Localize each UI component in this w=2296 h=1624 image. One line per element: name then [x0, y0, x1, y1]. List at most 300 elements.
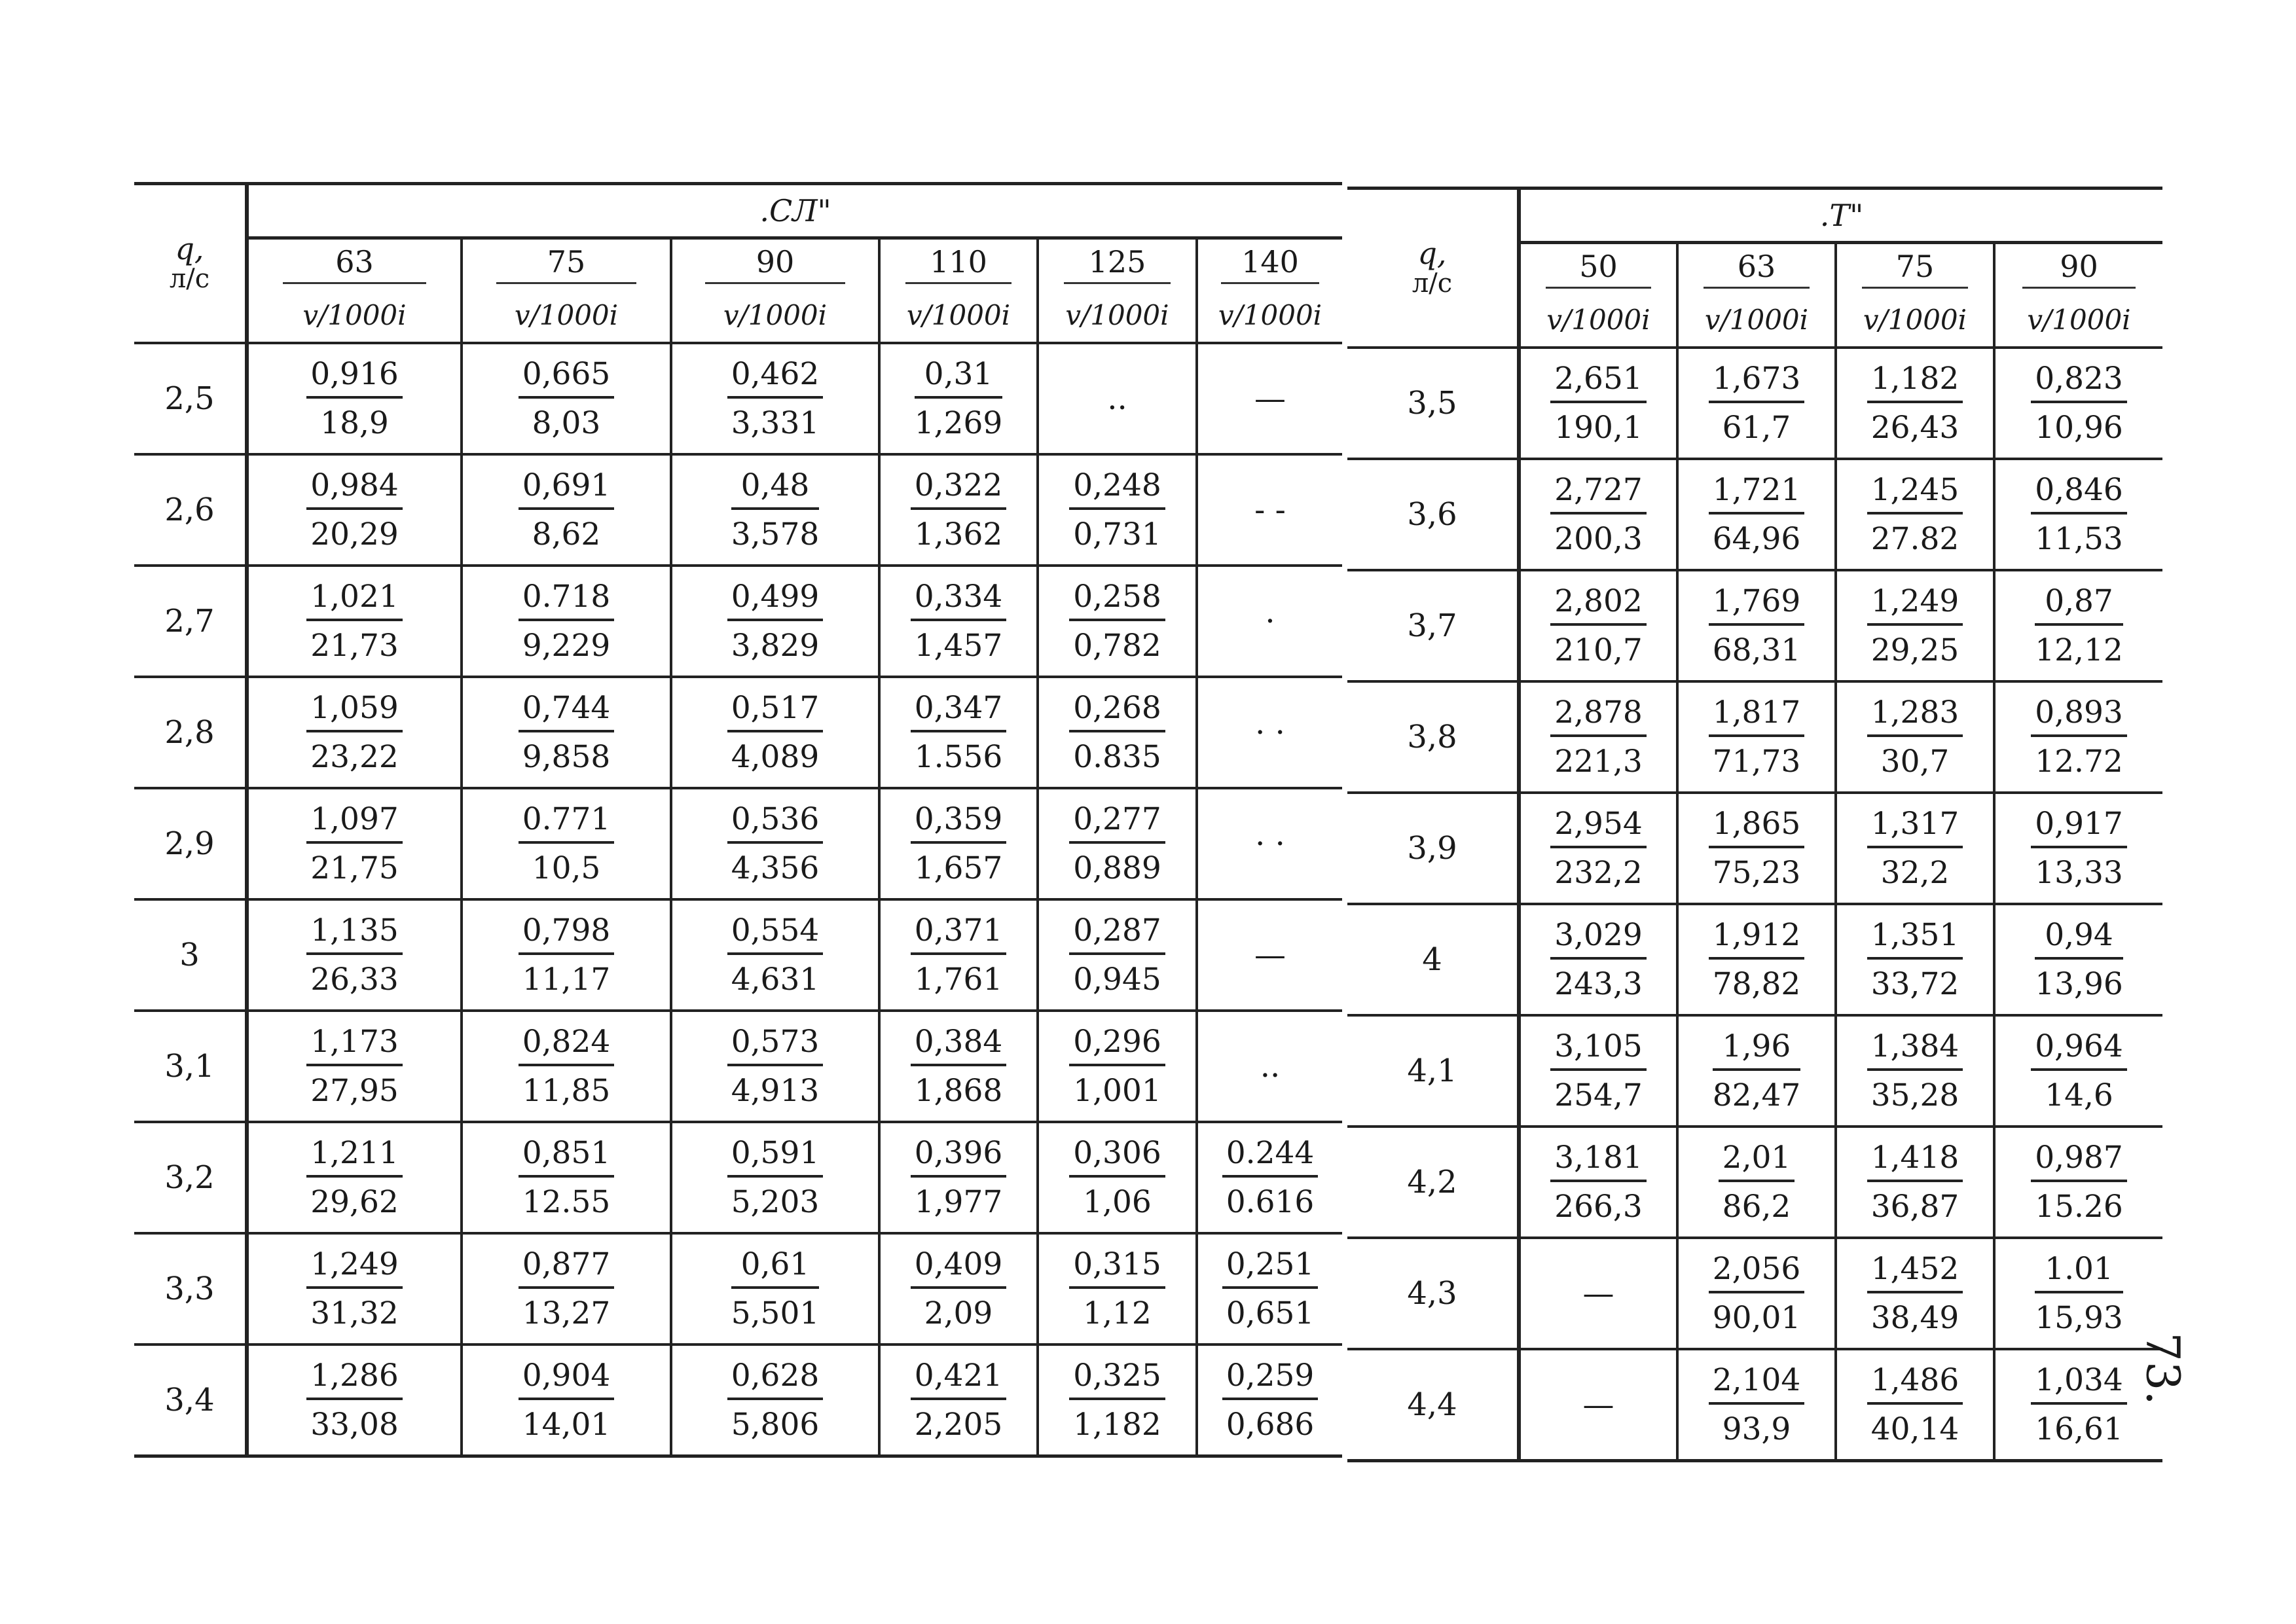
velocity-value: 3,029 — [1550, 920, 1647, 960]
velocity-loss-fraction — [1069, 912, 1165, 998]
head-loss-value: 36,87 — [1870, 1189, 1959, 1225]
table-title: .Т" — [1519, 189, 2162, 243]
velocity-value: 0,536 — [727, 804, 824, 844]
value-cell — [671, 1122, 879, 1233]
value-cell — [1836, 681, 1994, 793]
value-cell — [1038, 1233, 1197, 1344]
head-loss-value: 266,3 — [1554, 1189, 1643, 1225]
head-loss-value: 11,53 — [2035, 521, 2123, 557]
value-cell — [879, 677, 1038, 788]
head-loss-value: 11,17 — [522, 962, 611, 998]
flow-rate-cell: 2,9 — [134, 788, 247, 899]
velocity-value: 0,904 — [519, 1360, 615, 1400]
diameter-header-cell — [671, 238, 879, 289]
table-row — [134, 566, 1342, 677]
value-cell — [1994, 1015, 2162, 1127]
velocity-loss-fraction — [911, 912, 1007, 998]
head-loss-value: 200,3 — [1554, 521, 1643, 557]
head-loss-value: 33,72 — [1870, 966, 1959, 1002]
unit-label: v/1000i — [1218, 298, 1322, 331]
head-loss-value: 21,73 — [310, 628, 399, 664]
value-cell — [1519, 459, 1677, 570]
value-cell — [247, 566, 462, 677]
empty-dash: — — [1254, 380, 1286, 417]
head-loss-value: 86,2 — [1722, 1189, 1791, 1225]
head-loss-value: 210,7 — [1554, 632, 1643, 668]
value-cell — [1994, 793, 2162, 904]
velocity-value: 3,105 — [1550, 1031, 1647, 1071]
q-header — [134, 184, 247, 344]
head-loss-value: 0,686 — [1226, 1407, 1315, 1443]
velocity-value: 0,591 — [727, 1138, 824, 1178]
velocity-loss-fraction — [911, 1024, 1007, 1109]
head-loss-value: 1,868 — [914, 1073, 1003, 1109]
velocity-value: 3,181 — [1550, 1142, 1647, 1182]
head-loss-value: 32,2 — [1880, 855, 1950, 891]
head-loss-value: 13,27 — [522, 1295, 611, 1331]
velocity-loss-fraction — [306, 912, 403, 998]
value-cell — [1197, 566, 1342, 677]
table-row — [134, 1233, 1342, 1344]
value-cell — [1994, 1127, 2162, 1238]
velocity-loss-fraction — [2031, 361, 2127, 446]
value-cell — [879, 788, 1038, 899]
velocity-loss-fraction — [519, 690, 615, 775]
unit-label: v/1000i — [462, 288, 671, 343]
velocity-value: 0,277 — [1069, 804, 1165, 844]
velocity-value: 1,034 — [2031, 1365, 2127, 1405]
value-cell — [1836, 1349, 1994, 1461]
velocity-loss-fraction — [2035, 1251, 2123, 1336]
value-cell — [1197, 899, 1342, 1011]
velocity-value: 0,798 — [519, 915, 615, 955]
velocity-value: 1,286 — [306, 1360, 403, 1400]
unit-label: v/1000i — [1677, 293, 1836, 348]
value-cell — [1994, 348, 2162, 459]
velocity-loss-fraction — [1550, 361, 1647, 446]
value-cell — [1038, 343, 1197, 454]
diameter-label: 75 — [496, 244, 637, 284]
table-row — [1347, 459, 2162, 570]
head-loss-value: 15,93 — [2035, 1300, 2123, 1336]
velocity-value: 0,251 — [1222, 1249, 1319, 1289]
velocity-loss-fraction — [727, 1358, 824, 1443]
velocity-loss-fraction — [1069, 1135, 1165, 1220]
diameter-row — [134, 238, 1342, 289]
velocity-loss-fraction — [1719, 1140, 1795, 1225]
velocity-value: 1,721 — [1709, 475, 1805, 514]
head-loss-value: 243,3 — [1554, 966, 1643, 1002]
velocity-loss-fraction — [1069, 690, 1165, 775]
value-cell — [1994, 570, 2162, 681]
velocity-loss-fraction — [306, 467, 403, 552]
velocity-value: 0,94 — [2035, 920, 2123, 960]
head-loss-value: 5,806 — [731, 1407, 820, 1443]
table-body — [1347, 348, 2162, 1461]
value-cell — [1038, 1122, 1197, 1233]
diameter-label: 63 — [1704, 249, 1810, 289]
table-row — [1347, 793, 2162, 904]
velocity-loss-fraction — [1550, 1028, 1647, 1113]
value-cell — [879, 566, 1038, 677]
value-cell — [462, 454, 671, 566]
velocity-loss-fraction — [1867, 583, 1963, 668]
velocity-loss-fraction — [1709, 1251, 1805, 1336]
table-row — [1347, 1127, 2162, 1238]
value-cell — [462, 343, 671, 454]
value-cell — [1836, 1015, 1994, 1127]
velocity-value: 1,351 — [1867, 920, 1963, 960]
diameter-label: 50 — [1546, 249, 1651, 289]
head-loss-value: 10,5 — [532, 850, 601, 886]
velocity-loss-fraction — [519, 801, 615, 886]
velocity-loss-fraction — [1867, 917, 1963, 1002]
velocity-value: 0,554 — [727, 915, 824, 955]
table-row — [134, 454, 1342, 566]
head-loss-value: 1,182 — [1073, 1407, 1161, 1443]
head-loss-value: 26,43 — [1870, 410, 1959, 446]
table-row — [134, 788, 1342, 899]
flow-rate-cell: 2,8 — [134, 677, 247, 788]
flow-rate-cell: 3,5 — [1347, 348, 1519, 459]
velocity-value: 2,104 — [1709, 1365, 1805, 1405]
velocity-value: 2,878 — [1550, 697, 1647, 737]
diameter-label: 90 — [2022, 249, 2136, 289]
value-cell — [247, 1344, 462, 1456]
diameter-header-cell — [1836, 243, 1994, 293]
head-loss-value: 1,761 — [914, 962, 1003, 998]
q-unit: л/с — [1412, 268, 1453, 298]
velocity-value: 0,325 — [1069, 1360, 1165, 1400]
value-cell — [1519, 793, 1677, 904]
velocity-loss-fraction — [1709, 917, 1805, 1002]
value-cell — [1994, 904, 2162, 1015]
value-cell — [1836, 793, 1994, 904]
value-cell — [1038, 1344, 1197, 1456]
head-loss-value: 33,08 — [310, 1407, 399, 1443]
velocity-loss-fraction — [306, 1135, 403, 1220]
head-loss-value: 1,362 — [914, 516, 1003, 552]
velocity-loss-fraction — [306, 1358, 403, 1443]
head-loss-value: 4,631 — [731, 962, 820, 998]
velocity-loss-fraction — [306, 1246, 403, 1331]
head-loss-value: 2,205 — [914, 1407, 1003, 1443]
head-loss-value: 75,23 — [1712, 855, 1801, 891]
head-loss-value: 93,9 — [1722, 1411, 1791, 1447]
velocity-value: 1,418 — [1867, 1142, 1963, 1182]
head-loss-value: 8,03 — [532, 405, 601, 441]
diameter-header-cell — [1677, 243, 1836, 293]
diameter-label: 140 — [1221, 244, 1319, 284]
head-loss-value: 232,2 — [1554, 855, 1643, 891]
value-cell — [1519, 1015, 1677, 1127]
velocity-loss-fraction — [519, 1135, 615, 1220]
value-cell — [1197, 454, 1342, 566]
value-cell — [1038, 899, 1197, 1011]
value-cell — [1677, 681, 1836, 793]
velocity-value: 1,211 — [306, 1138, 403, 1178]
head-loss-value: 31,32 — [310, 1295, 399, 1331]
velocity-loss-fraction — [1867, 1028, 1963, 1113]
velocity-value: 1,452 — [1867, 1254, 1963, 1293]
flow-rate-cell: 2,6 — [134, 454, 247, 566]
head-loss-value: 40,14 — [1870, 1411, 1959, 1447]
head-loss-value: 8,62 — [532, 516, 601, 552]
head-loss-value: 78,82 — [1712, 966, 1801, 1002]
velocity-value: 1,059 — [306, 693, 403, 732]
value-cell — [1197, 788, 1342, 899]
head-loss-value: 0.835 — [1073, 739, 1161, 775]
velocity-loss-fraction — [519, 579, 615, 664]
head-loss-value: 1,001 — [1073, 1073, 1161, 1109]
value-cell — [462, 788, 671, 899]
value-cell — [671, 454, 879, 566]
velocity-value: 0,31 — [915, 359, 1003, 399]
velocity-loss-fraction — [727, 801, 824, 886]
table-row — [134, 677, 1342, 788]
value-cell — [1677, 904, 1836, 1015]
q-symbol: q, — [1417, 235, 1447, 271]
velocity-loss-fraction — [306, 690, 403, 775]
velocity-loss-fraction — [519, 467, 615, 552]
velocity-value: 0,409 — [911, 1249, 1007, 1289]
head-loss-value: 1,269 — [914, 405, 1003, 441]
value-cell — [462, 899, 671, 1011]
value-cell — [1836, 459, 1994, 570]
velocity-loss-fraction — [727, 356, 824, 441]
diameter-label: 125 — [1064, 244, 1171, 284]
velocity-value: 0,851 — [519, 1138, 615, 1178]
velocity-value: 1,317 — [1867, 808, 1963, 848]
head-loss-value: 29,25 — [1870, 632, 1959, 668]
flow-rate-cell: 3,6 — [1347, 459, 1519, 570]
velocity-value: 0,462 — [727, 359, 824, 399]
head-loss-value: 3,578 — [731, 516, 820, 552]
velocity-value: 0,306 — [1069, 1138, 1165, 1178]
empty-dash: — — [1254, 937, 1286, 973]
value-cell — [462, 1011, 671, 1122]
velocity-loss-fraction — [911, 801, 1007, 886]
head-loss-value: 12,12 — [2035, 632, 2123, 668]
velocity-loss-fraction — [1069, 579, 1165, 664]
velocity-loss-fraction — [306, 801, 403, 886]
unit-label: v/1000i — [1836, 293, 1994, 348]
flow-rate-cell: 3,3 — [134, 1233, 247, 1344]
head-loss-value: 1.556 — [914, 739, 1003, 775]
velocity-value: 0,61 — [731, 1249, 820, 1289]
velocity-value: 1,673 — [1709, 363, 1805, 403]
empty-dash: · · — [1255, 714, 1285, 751]
value-cell — [671, 1011, 879, 1122]
unit-row — [134, 288, 1342, 343]
velocity-value: 1.01 — [2035, 1254, 2123, 1293]
head-loss-value: 12.72 — [2035, 744, 2123, 780]
diameter-header-cell — [879, 238, 1038, 289]
value-cell — [1197, 1344, 1342, 1456]
velocity-value: 1,182 — [1867, 363, 1963, 403]
unit-label: v/1000i — [1519, 293, 1677, 348]
q-symbol: q, — [175, 230, 204, 266]
velocity-loss-fraction — [1069, 1246, 1165, 1331]
head-loss-value: 71,73 — [1712, 744, 1801, 780]
value-cell — [1197, 343, 1342, 454]
value-cell — [1038, 677, 1197, 788]
velocity-value: 0,823 — [2031, 363, 2127, 403]
head-loss-value: 23,22 — [310, 739, 399, 775]
velocity-loss-fraction — [306, 579, 403, 664]
diameter-header-cell — [247, 238, 462, 289]
velocity-loss-fraction — [911, 690, 1007, 775]
velocity-loss-fraction — [911, 1135, 1007, 1220]
value-cell — [1994, 459, 2162, 570]
diameter-label: 63 — [283, 244, 427, 284]
value-cell — [247, 1233, 462, 1344]
velocity-value: 0,248 — [1069, 470, 1165, 510]
value-cell — [1677, 570, 1836, 681]
head-loss-value: 4,089 — [731, 739, 820, 775]
velocity-value: 0,691 — [519, 470, 615, 510]
velocity-loss-fraction — [1550, 583, 1647, 668]
empty-dash: · · — [1255, 825, 1285, 862]
velocity-loss-fraction — [1069, 801, 1165, 886]
head-loss-value: 9,858 — [522, 739, 611, 775]
velocity-value: 0,268 — [1069, 693, 1165, 732]
head-loss-value: 20,29 — [310, 516, 399, 552]
velocity-value: 0,824 — [519, 1026, 615, 1066]
flow-rate-cell: 4,2 — [1347, 1127, 1519, 1238]
head-loss-value: 30,7 — [1880, 744, 1950, 780]
head-loss-value: 190,1 — [1554, 410, 1643, 446]
velocity-value: 1,384 — [1867, 1031, 1963, 1071]
velocity-value: 1,283 — [1867, 697, 1963, 737]
table-row — [134, 1122, 1342, 1233]
head-loss-value: 9,229 — [522, 628, 611, 664]
velocity-loss-fraction — [2031, 472, 2127, 557]
value-cell — [1519, 904, 1677, 1015]
value-cell — [1677, 459, 1836, 570]
unit-label: v/1000i — [671, 288, 879, 343]
empty-dash: .. — [1260, 1048, 1281, 1085]
velocity-loss-fraction — [1867, 806, 1963, 891]
velocity-value: 0,573 — [727, 1026, 824, 1066]
unit-label: v/1000i — [1038, 288, 1197, 343]
velocity-loss-fraction — [519, 1246, 615, 1331]
head-loss-value: 18,9 — [320, 405, 389, 441]
flow-rate-cell: 2,5 — [134, 343, 247, 454]
velocity-value: 2,727 — [1550, 475, 1647, 514]
value-cell — [1197, 1233, 1342, 1344]
velocity-value: 1,96 — [1713, 1031, 1801, 1071]
velocity-loss-fraction — [2031, 1140, 2127, 1225]
empty-dash: - - — [1254, 492, 1286, 528]
value-cell — [671, 343, 879, 454]
velocity-loss-fraction — [306, 1024, 403, 1109]
diameter-header-cell — [1994, 243, 2162, 293]
value-cell — [1836, 1127, 1994, 1238]
value-cell — [462, 677, 671, 788]
value-cell — [247, 1122, 462, 1233]
diameter-label: 110 — [905, 244, 1011, 284]
table-row — [1347, 348, 2162, 459]
velocity-value: 0,258 — [1069, 581, 1165, 621]
value-cell — [671, 1233, 879, 1344]
velocity-value: 0,322 — [911, 470, 1007, 510]
velocity-loss-fraction — [1709, 361, 1805, 446]
value-cell — [247, 788, 462, 899]
velocity-value: 0,48 — [731, 470, 820, 510]
value-cell — [879, 899, 1038, 1011]
value-cell — [247, 454, 462, 566]
value-cell — [247, 899, 462, 1011]
velocity-value: 2,056 — [1709, 1254, 1805, 1293]
flow-rate-cell: 4 — [1347, 904, 1519, 1015]
velocity-loss-fraction — [519, 356, 615, 441]
value-cell — [247, 1011, 462, 1122]
head-loss-value: 27,95 — [310, 1073, 399, 1109]
velocity-value: 1,021 — [306, 581, 403, 621]
value-cell — [1677, 793, 1836, 904]
velocity-value: 2,954 — [1550, 808, 1647, 848]
value-cell — [1519, 681, 1677, 793]
flow-rate-cell: 3,2 — [134, 1122, 247, 1233]
flow-rate-cell: 3,1 — [134, 1011, 247, 1122]
velocity-loss-fraction — [1069, 1024, 1165, 1109]
flow-rate-cell: 3,8 — [1347, 681, 1519, 793]
velocity-loss-fraction — [1867, 361, 1963, 446]
velocity-value: 0,628 — [727, 1360, 824, 1400]
value-cell — [1197, 1122, 1342, 1233]
velocity-loss-fraction — [1222, 1358, 1319, 1443]
table-body — [134, 343, 1342, 1456]
velocity-loss-fraction — [1222, 1246, 1319, 1331]
velocity-value: 2,651 — [1550, 363, 1647, 403]
velocity-loss-fraction — [1069, 467, 1165, 552]
velocity-value: 1,817 — [1709, 697, 1805, 737]
head-loss-value: 61,7 — [1722, 410, 1791, 446]
value-cell — [1519, 570, 1677, 681]
velocity-value: 0,384 — [911, 1026, 1007, 1066]
velocity-loss-fraction — [727, 690, 824, 775]
head-loss-value: 2,09 — [924, 1295, 993, 1331]
velocity-value: 0,917 — [2031, 808, 2127, 848]
velocity-loss-fraction — [1550, 806, 1647, 891]
value-cell — [1038, 566, 1197, 677]
flow-rate-cell: 2,7 — [134, 566, 247, 677]
head-loss-value: 4,913 — [731, 1073, 820, 1109]
head-loss-value: 29,62 — [310, 1184, 399, 1220]
head-loss-value: 3,331 — [731, 405, 820, 441]
head-loss-value: 82,47 — [1712, 1077, 1801, 1113]
head-loss-value: 1,06 — [1083, 1184, 1152, 1220]
velocity-loss-fraction — [1709, 806, 1805, 891]
velocity-loss-fraction — [731, 467, 820, 552]
head-loss-value: 21,75 — [310, 850, 399, 886]
velocity-value: 0,87 — [2035, 586, 2123, 626]
velocity-loss-fraction — [2031, 806, 2127, 891]
velocity-value: 0,987 — [2031, 1142, 2127, 1182]
diameter-header-cell — [1038, 238, 1197, 289]
velocity-loss-fraction — [2031, 1362, 2127, 1447]
value-cell — [1836, 904, 1994, 1015]
value-cell — [247, 677, 462, 788]
velocity-value: 1,097 — [306, 804, 403, 844]
velocity-loss-fraction — [2035, 583, 2123, 668]
velocity-loss-fraction — [727, 912, 824, 998]
velocity-value: 0,877 — [519, 1249, 615, 1289]
velocity-loss-fraction — [911, 1246, 1007, 1331]
empty-dash: — — [1582, 1386, 1614, 1423]
empty-dash: — — [1582, 1275, 1614, 1312]
